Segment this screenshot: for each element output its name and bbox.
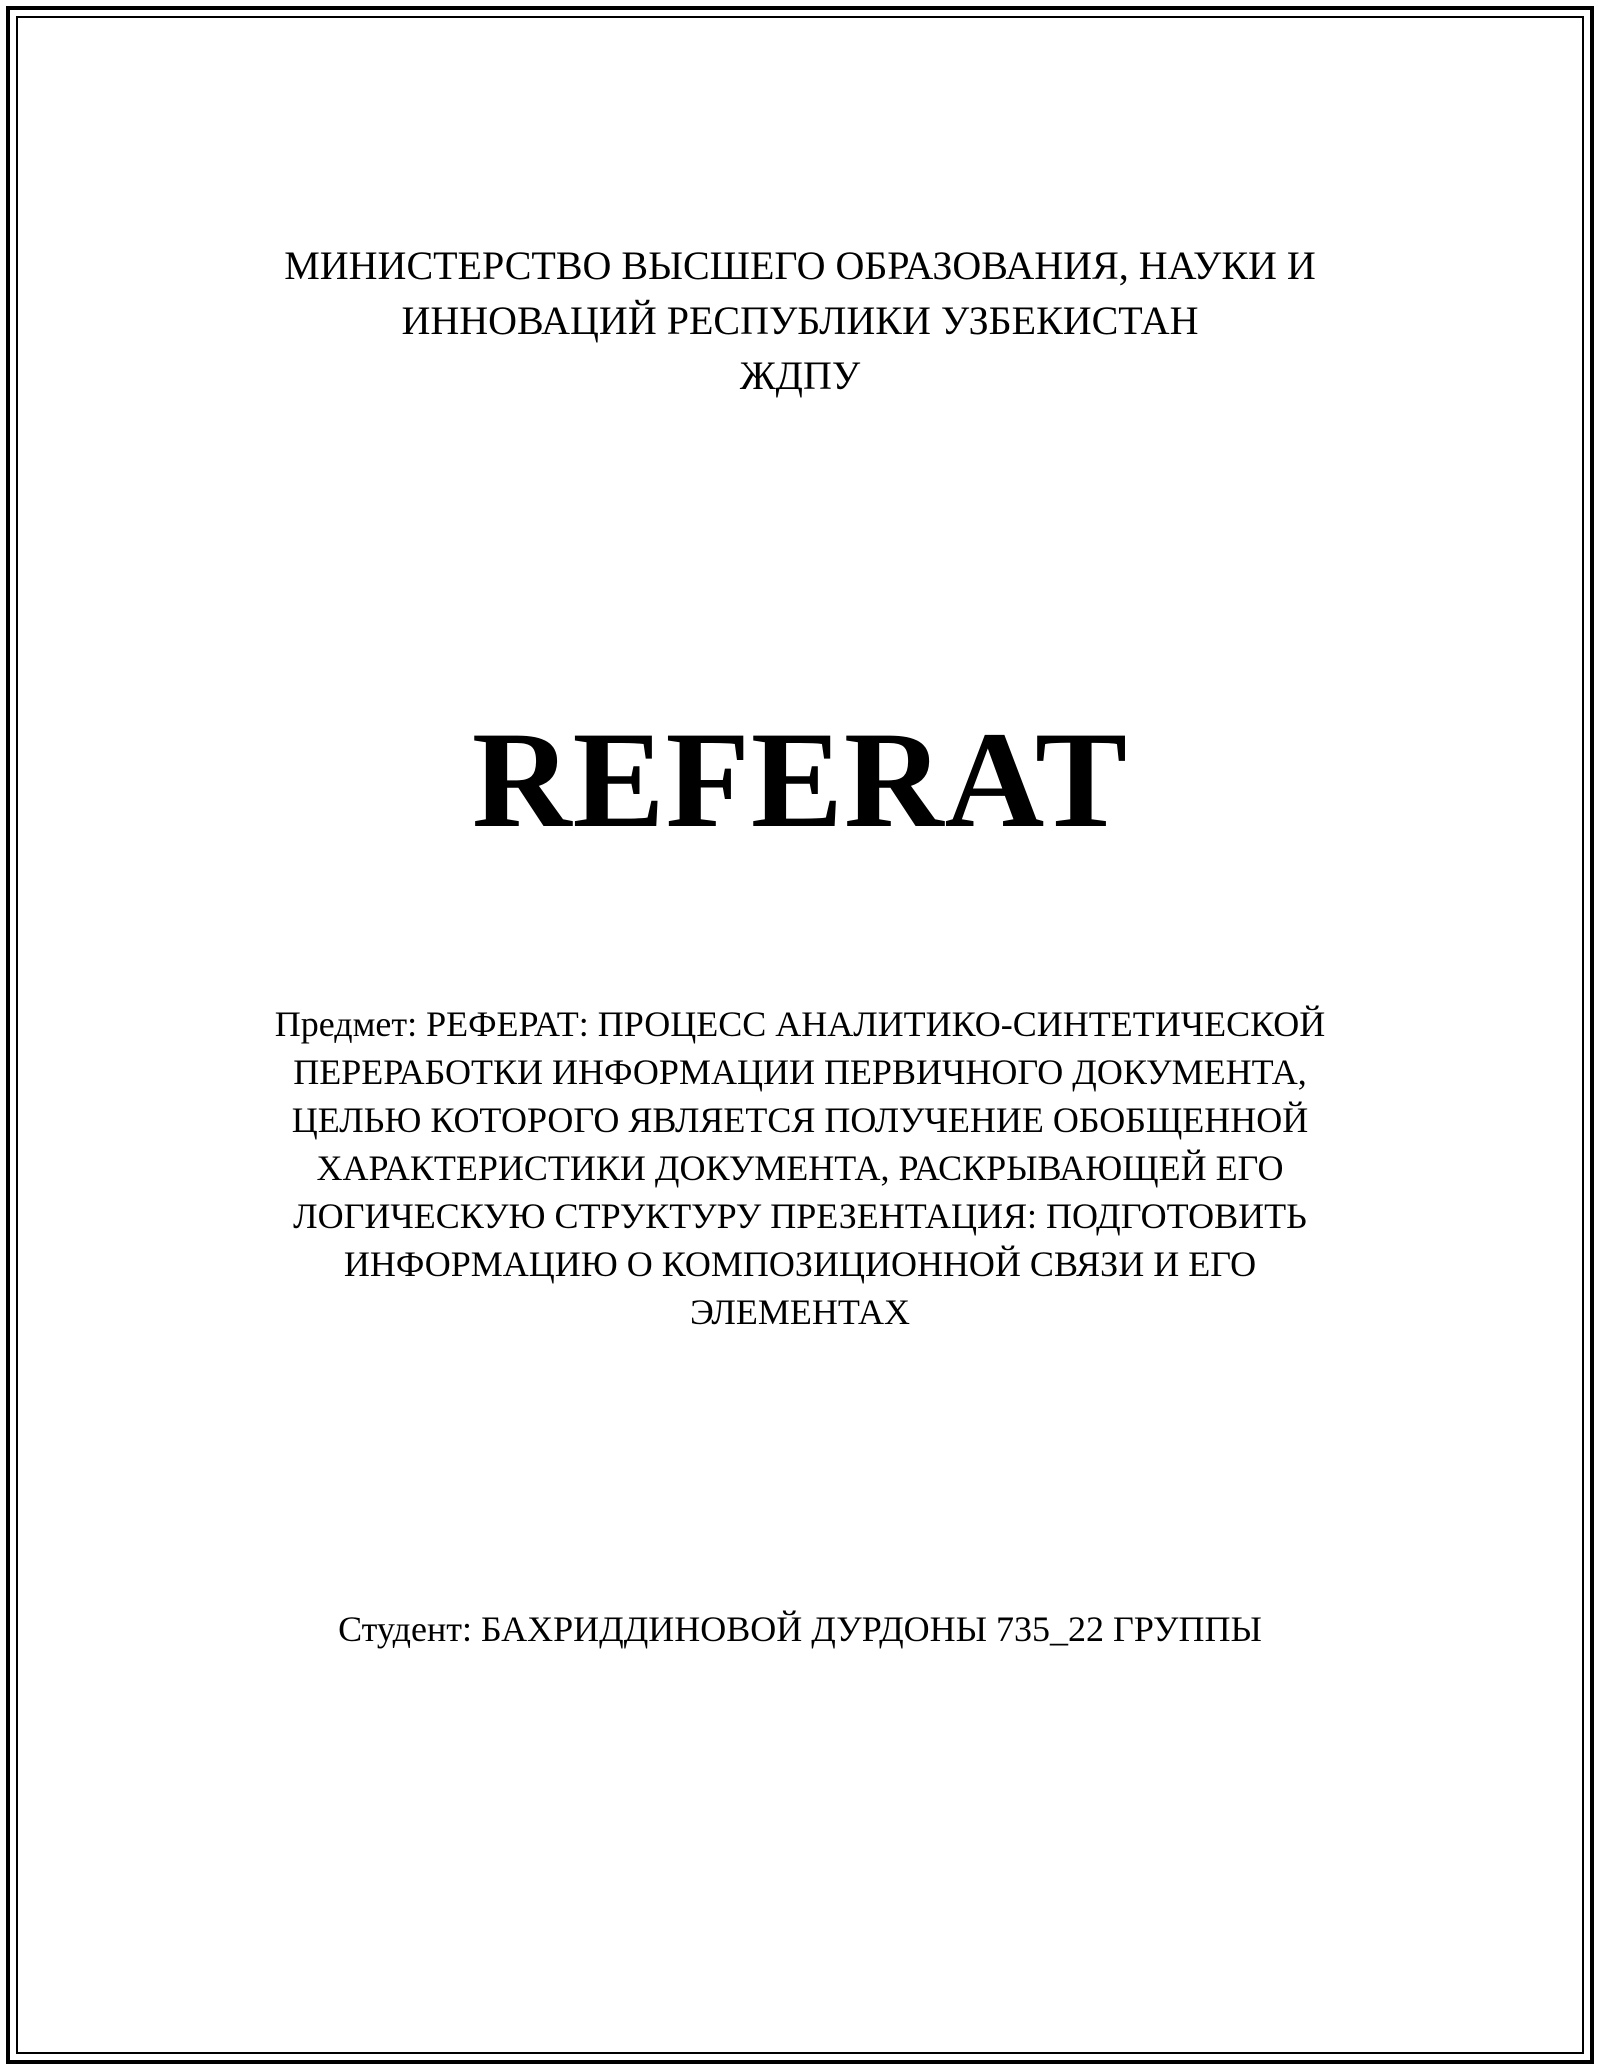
subject-block [0,1000,1600,1336]
document-title: REFERAT [471,703,1129,856]
subject-line: Предмет: РЕФЕРАТ: ПРОЦЕСС АНАЛИТИКО-СИНТЕТИЧЕСКОЙ [274,1004,1326,1044]
subject-line: ЦЕЛЬЮ КОТОРОГО ЯВЛЯЕТСЯ ПОЛУЧЕНИЕ ОБОБЩЕННОЙ [291,1100,1309,1140]
ministry-header [0,238,1600,403]
header-line: ИННОВАЦИЙ РЕСПУБЛИКИ УЗБЕКИСТАН [401,298,1199,343]
student-line: Студент: БАХРИДДИНОВОЙ ДУРДОНЫ 735_22 ГРУППЫ [338,1609,1262,1649]
subject-line: ХАРАКТЕРИСТИКИ ДОКУМЕНТА, РАСКРЫВАЮЩЕЙ ЕГО [316,1148,1284,1188]
subject-line: ЛОГИЧЕСКУЮ СТРУКТУРУ ПРЕЗЕНТАЦИЯ: ПОДГОТОВИТЬ [293,1196,1307,1236]
header-line: МИНИСТЕРСТВО ВЫСШЕГО ОБРАЗОВАНИЯ, НАУКИ И [284,243,1316,288]
subject-line: ПЕРЕРАБОТКИ ИНФОРМАЦИИ ПЕРВИЧНОГО ДОКУМЕНТА, [293,1052,1307,1092]
subject-line: ИНФОРМАЦИЮ О КОМПОЗИЦИОННОЙ СВЯЗИ И ЕГО [343,1244,1257,1284]
subject-line: ЭЛЕМЕНТАХ [689,1292,911,1332]
header-line: ЖДПУ [739,353,861,398]
